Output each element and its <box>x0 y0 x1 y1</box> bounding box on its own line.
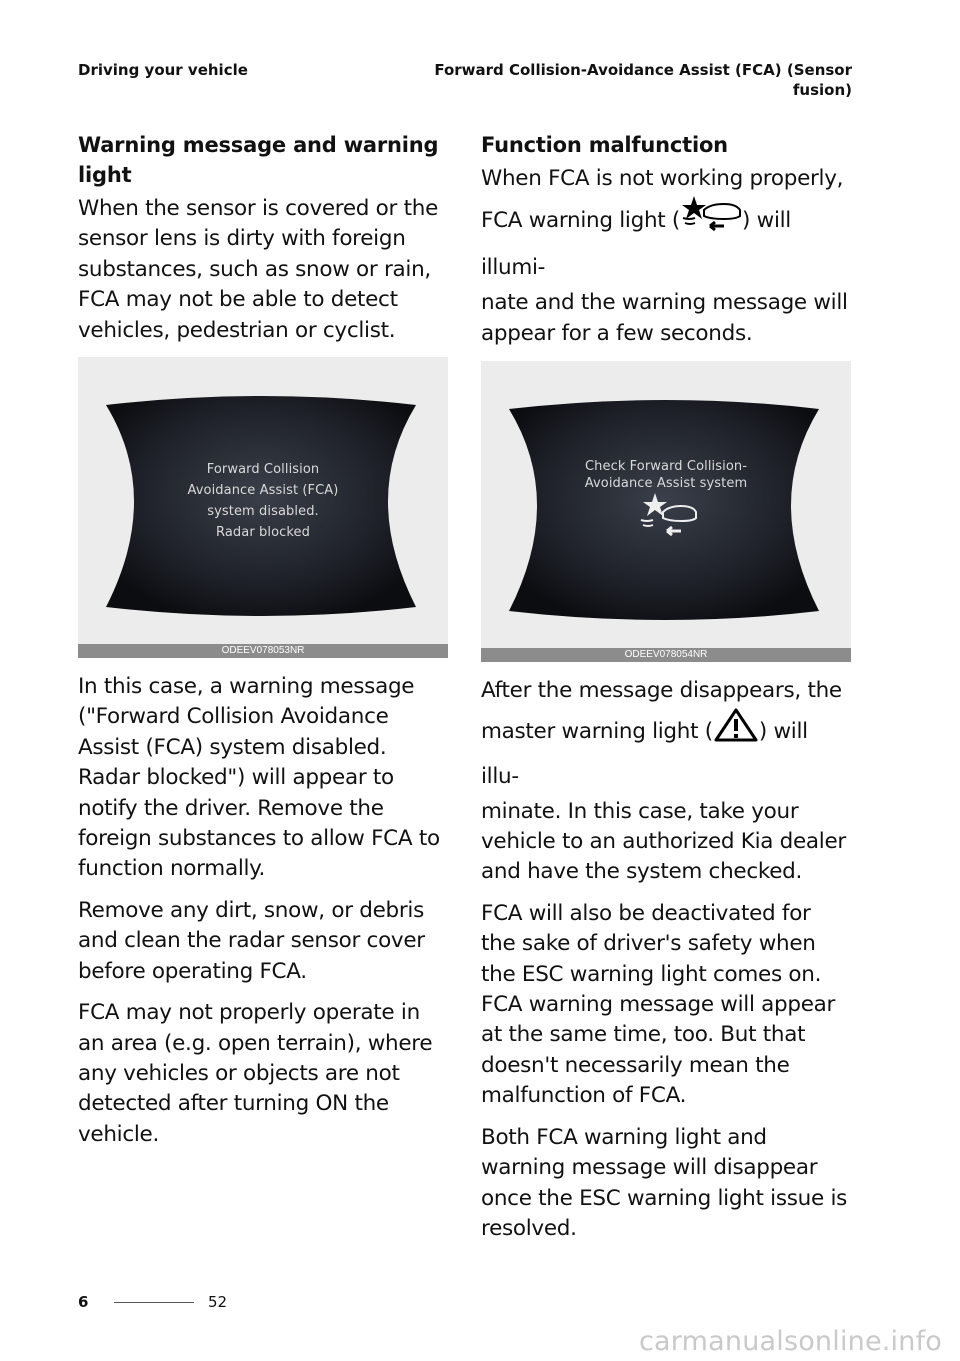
figure-caption: ODEEV078053NR <box>78 644 448 658</box>
warning-paragraph-2: Remove any dirt, snow, or debris and clean the radar sensor cover before operating FCA. <box>78 897 425 984</box>
cluster-display-illustration <box>481 361 851 662</box>
malfunction-intro-rest: nate and the warning message will appear for a few seconds. <box>481 290 848 346</box>
malfunction-intro-icon-line <box>481 194 851 288</box>
figure-check-fca <box>481 361 851 662</box>
footer-divider <box>114 1302 194 1303</box>
running-header-right-line1: Forward Collision-Avoidance Assist (FCA) (Sensor <box>434 61 852 79</box>
malfunction-para1-before-icon: master warning light ( <box>481 718 713 744</box>
malfunction-paragraph-3: Both FCA warning light and warning message will disappear once the ESC warning light issue is resolved. <box>481 1124 848 1241</box>
watermark: carmanualsonline.info <box>639 1326 942 1357</box>
master-warning-icon <box>713 707 759 757</box>
warning-paragraph-1: In this case, a warning message ("Forward Collision Avoidance Assist (FCA) system disabled. Radar blocked") will appear to notify the driver. Remove the foreign substances to allow FCA to function normally. <box>78 674 440 882</box>
malfunction-para1-rest: minate. In this case, take your vehicle to an authorized Kia dealer and have the system checked. <box>481 798 846 885</box>
fca-warning-icon <box>680 194 742 248</box>
warning-intro-paragraph: When the sensor is covered or the sensor lens is dirty with foreign substances, such as snow or rain, FCA may not be able to detect vehicles, pedestrian or cyclist. <box>78 196 438 343</box>
screen-line: Avoidance Assist system <box>584 476 748 492</box>
page-footer <box>78 1293 227 1311</box>
figure-caption: ODEEV078054NR <box>481 648 851 662</box>
warning-paragraph-3: FCA may not properly operate in an area (e.g. open terrain), where any vehicles or objects are not detected after turning ON the vehicle. <box>78 1000 433 1147</box>
screen-line: Radar blocked <box>216 525 310 541</box>
malfunction-para1-after-icon: ) will illu- <box>481 718 808 789</box>
figure-radar-blocked <box>78 357 448 658</box>
running-header-left: Driving your vehicle <box>78 61 248 79</box>
malfunction-paragraph-2: FCA will also be deactivated for the sake of driver's safety when the ESC warning light comes on. FCA warning message will appear at the same time, too. But that doesn't necessarily mean the malfunction of FCA. <box>481 900 836 1109</box>
malfunction-intro-after-icon: ) will illumi- <box>481 208 791 281</box>
section-heading-malfunction: Function malfunction <box>481 133 728 157</box>
screen-line: Check Forward Collision- <box>584 459 748 475</box>
malfunction-intro-line1: When FCA is not working properly, <box>481 166 844 191</box>
screen-line: system disabled. <box>207 504 319 520</box>
section-heading-warning: Warning message and warning light <box>78 133 439 187</box>
right-column <box>481 130 851 1255</box>
running-header-right <box>432 60 852 100</box>
malfunction-para1-line1: After the message disappears, the <box>481 678 842 704</box>
running-header-right-line2: fusion) <box>792 81 852 99</box>
screen-line: Avoidance Assist (FCA) <box>187 483 339 499</box>
malfunction-intro-before-icon: FCA warning light ( <box>481 208 681 234</box>
chapter-number: 6 <box>78 1293 89 1311</box>
page-number: 52 <box>208 1293 228 1311</box>
screen-line: Forward Collision <box>206 462 320 478</box>
left-column <box>78 130 448 1161</box>
malfunction-para1-icon-line <box>481 707 851 797</box>
